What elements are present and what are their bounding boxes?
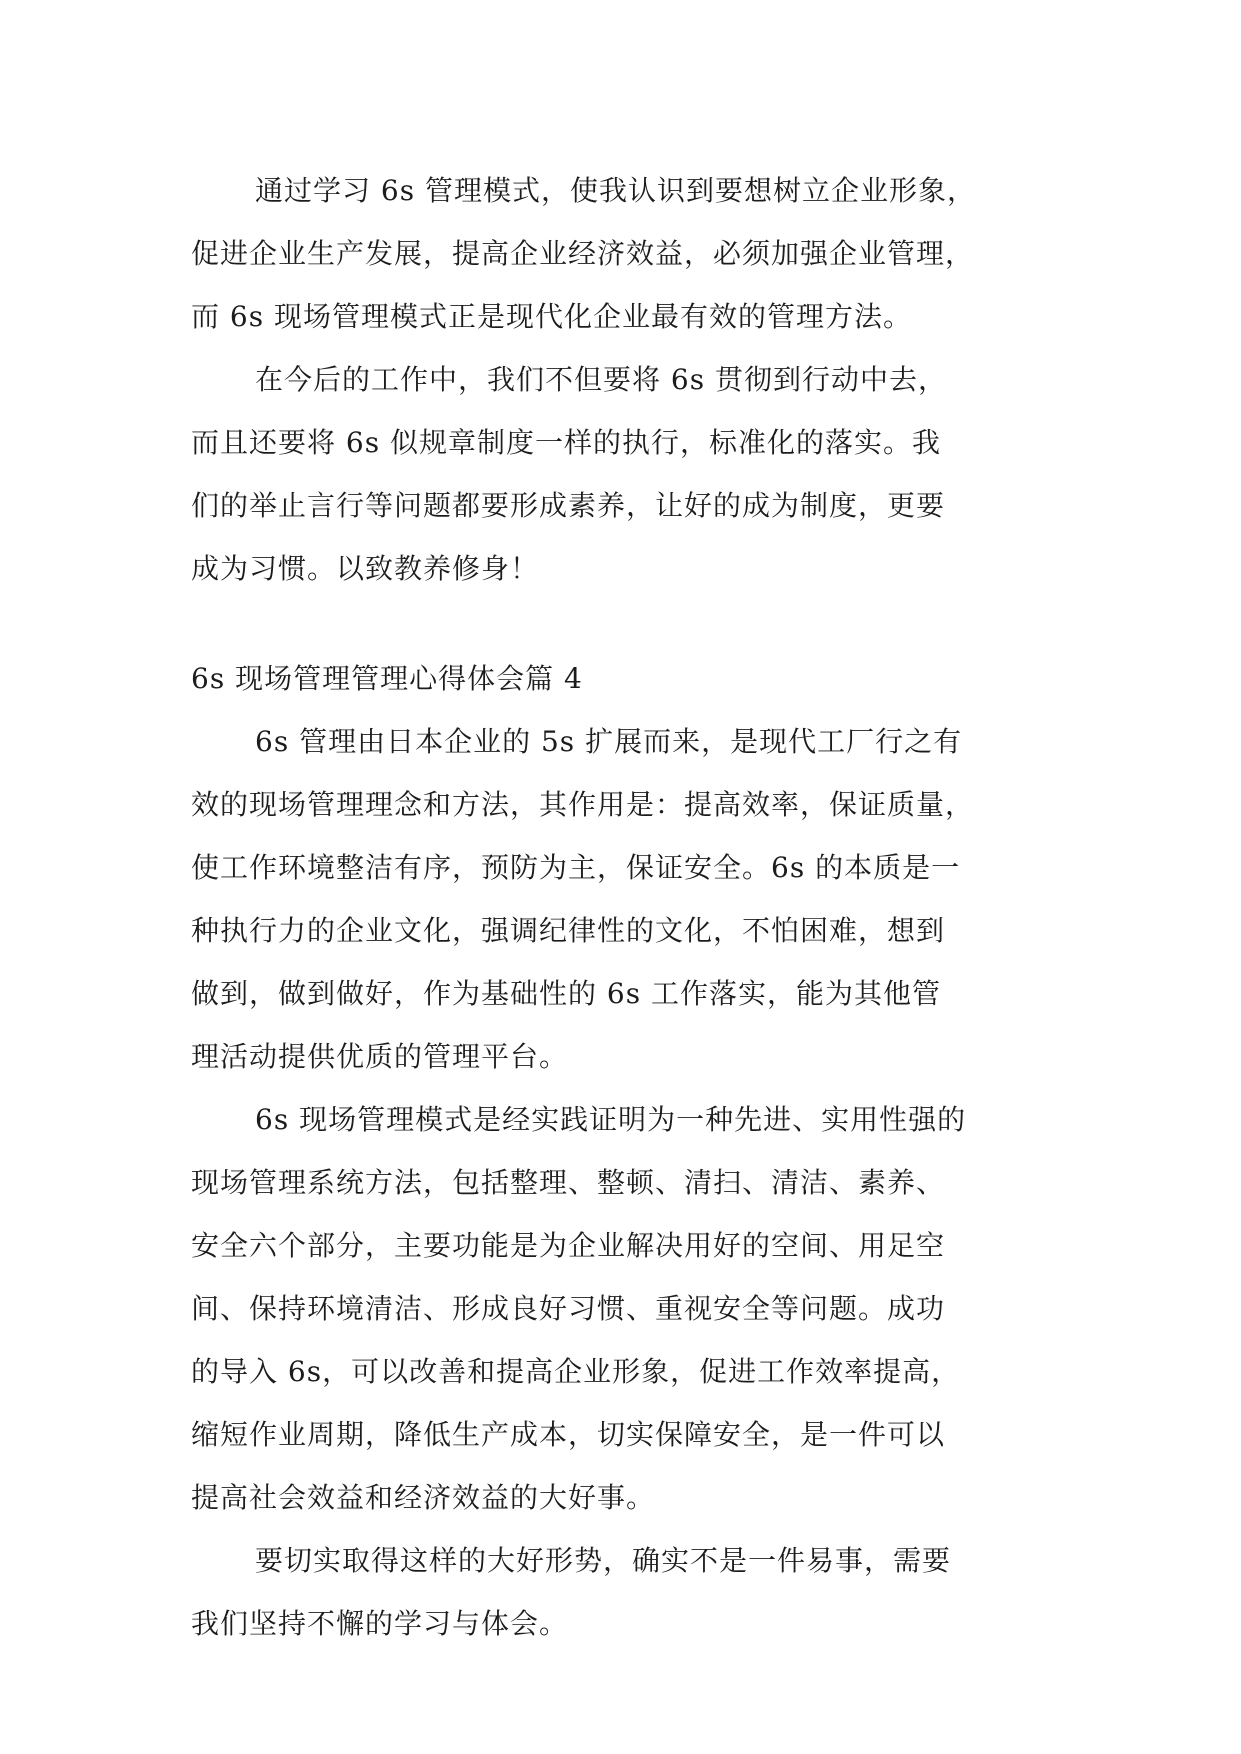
paragraph-line: 做到，做到做好，作为基础性的 6s 工作落实，能为其他管 [191,977,941,1010]
paragraph-line: 效的现场管理理念和方法，其作用是：提高效率，保证质量， [191,788,975,821]
paragraph-line: 通过学习 6s 管理模式，使我认识到要想树立企业形象， [255,174,976,207]
text-column [191,159,1071,1655]
paragraph-line: 种执行力的企业文化，强调纪律性的文化，不怕困难，想到 [191,914,946,947]
paragraph-line: 我们坚持不懈的学习与体会。 [191,1607,569,1640]
paragraph-line: 的导入 6s，可以改善和提高企业形象，促进工作效率提高， [191,1355,961,1388]
paragraph-line: 在今后的工作中，我们不但要将 6s 贯彻到行动中去， [255,363,947,396]
paragraph-section-1 [191,710,1071,1088]
paragraph-line: 要切实取得这样的大好形势，确实不是一件易事，需要 [255,1544,952,1577]
paragraph-line: 6s 现场管理模式是经实践证明为一种先进、实用性强的 [255,1103,967,1136]
paragraph-intro-1 [191,159,1071,348]
section-spacer [191,600,1071,647]
paragraph-line: 提高社会效益和经济效益的大好事。 [191,1481,656,1514]
paragraph-line: 6s 管理由日本企业的 5s 扩展而来，是现代工厂行之有 [255,725,963,758]
paragraph-line: 成为习惯。以致教养修身！ [191,552,540,585]
paragraph-line: 们的举止言行等问题都要形成素养，让好的成为制度，更要 [191,489,946,522]
paragraph-line: 现场管理系统方法，包括整理、整顿、清扫、清洁、素养、 [191,1166,946,1199]
paragraph-line: 促进企业生产发展，提高企业经济效益，必须加强企业管理， [191,237,975,270]
paragraph-line: 缩短作业周期，降低生产成本，切实保障安全，是一件可以 [191,1418,946,1451]
paragraph-section-3 [191,1529,1071,1655]
paragraph-section-2 [191,1088,1071,1529]
paragraph-line: 而 6s 现场管理模式正是现代化企业最有效的管理方法。 [191,300,912,333]
paragraph-line: 使工作环境整洁有序，预防为主，保证安全。6s 的本质是一 [191,851,961,884]
section-heading: 6s 现场管理管理心得体会篇 4 [191,662,583,695]
paragraph-line: 安全六个部分，主要功能是为企业解决用好的空间、用足空 [191,1229,946,1262]
paragraph-line: 间、保持环境清洁、形成良好习惯、重视安全等问题。成功 [191,1292,946,1325]
paragraph-intro-2 [191,348,1071,600]
paragraph-line: 而且还要将 6s 似规章制度一样的执行，标准化的落实。我 [191,426,941,459]
paragraph-line: 理活动提供优质的管理平台。 [191,1040,569,1073]
